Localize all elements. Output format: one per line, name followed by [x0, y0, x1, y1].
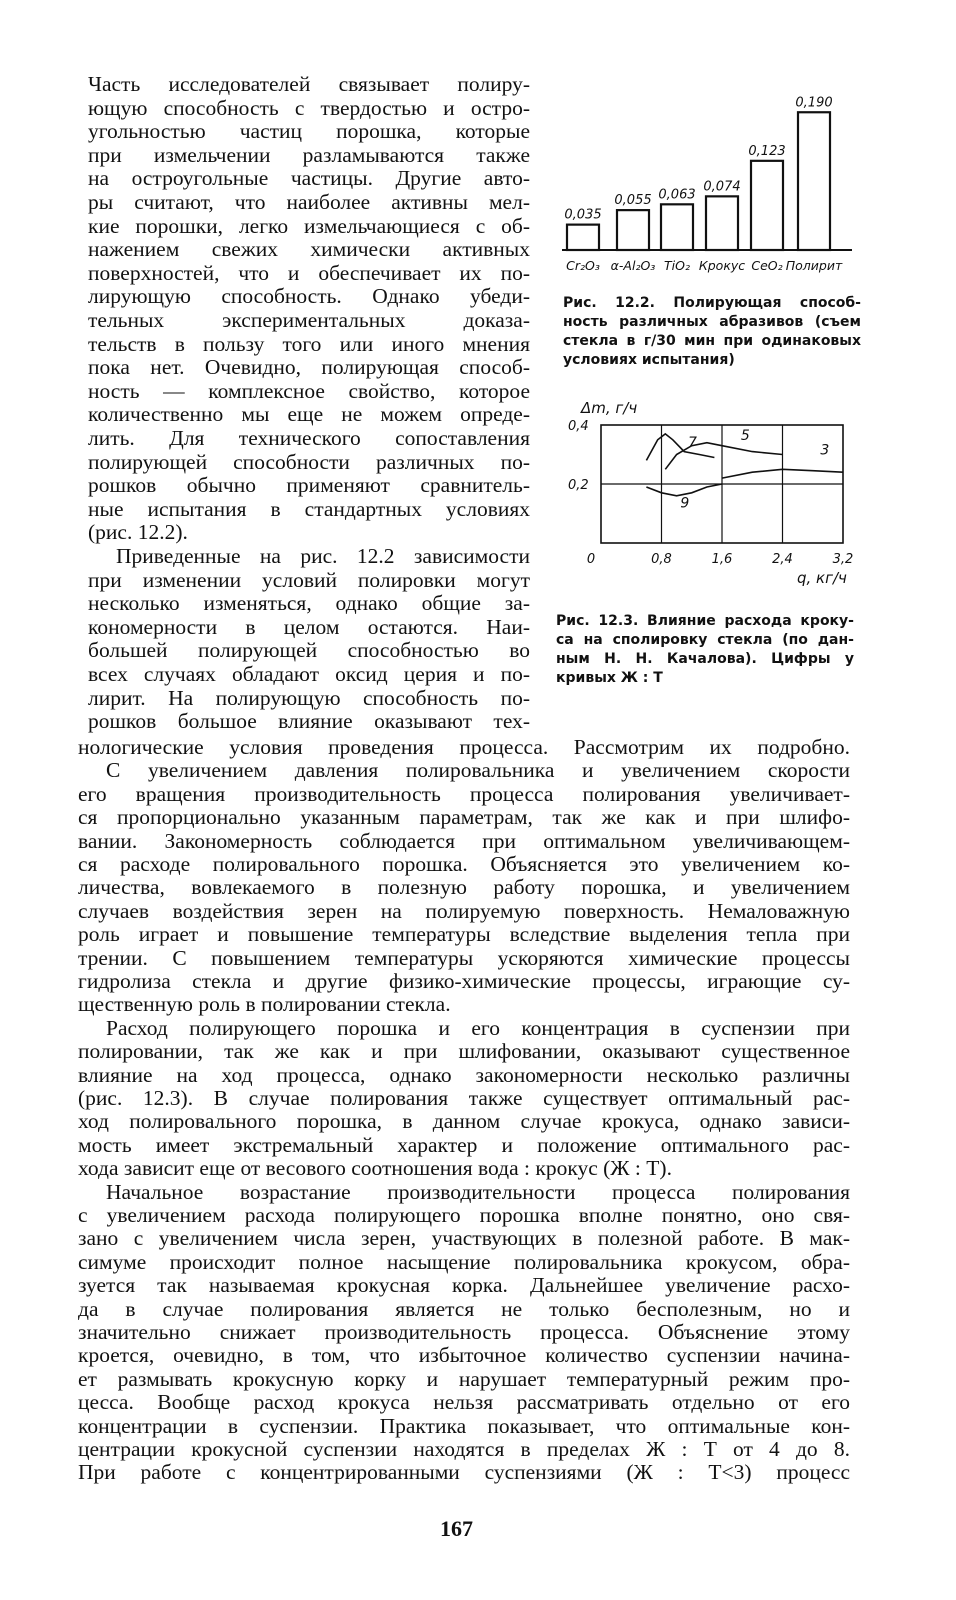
category-label: α-Al₂O₃ [610, 258, 656, 273]
bar-value-label: 0,190 [795, 95, 833, 111]
text-line: роль играет и повышение температуры вследствие выделения тепла при [78, 922, 850, 947]
bar-value-label: 0,123 [748, 143, 786, 159]
text-line: лирующую способность. Однако убеди- [88, 284, 530, 309]
bar [567, 225, 599, 250]
x-tick-label: 3,2 [832, 552, 854, 567]
text-line: нажением свежих химически активных [88, 237, 530, 262]
text-line: большей полирующей способностью во [88, 638, 530, 663]
text-line: нологические условия проведения процесса. Рассмотрим их подробно. [78, 735, 850, 759]
bar [706, 196, 738, 250]
bar [798, 112, 830, 250]
text-line: да в случае полирования является не только бесполезным, но и [78, 1296, 850, 1321]
bar-value-label: 0,055 [614, 193, 652, 209]
text-line: Начальное возрастание производительности процесса полирования [106, 1179, 850, 1204]
text-line: случаев воздействия зерен на полируемую поверхность. Немаловажную [78, 898, 850, 923]
bar-value-label: 0,063 [658, 187, 696, 203]
caption-line: стекла в г/30 мин при одинаковых [563, 333, 861, 349]
category-label: Cr₂O₃ [566, 258, 600, 273]
bar [661, 204, 693, 250]
category-label: CeO₂ [751, 258, 783, 273]
text-line: симуме происходит полное насыщение полировальника крокусом, обра- [78, 1249, 850, 1274]
text-line: на остроугольные частицы. Другие авто- [88, 166, 530, 191]
text-line: с увеличением расхода полирующего порошка вполне понятно, оно свя- [78, 1203, 850, 1227]
caption-line: кривых Ж : Т [556, 670, 663, 686]
series-label: 9 [680, 495, 690, 512]
text-line: полировании, так же как и при шлифовании, оказывают существенное [78, 1039, 850, 1064]
text-line: влияние на ход процесса, однако закономерности несколько различны [78, 1062, 850, 1087]
series-line [646, 484, 722, 496]
text-line: хода зависит еще от весового соотношения вода : крокус (Ж : Т). [78, 1156, 672, 1181]
series-label: 3 [820, 442, 830, 459]
caption-line: Рис. 12.3. Влияние расхода кроку- [556, 613, 854, 629]
series-line [646, 434, 714, 461]
text-line: гидролиза стекла и другие физико-химические процессы, играющие су- [78, 969, 850, 993]
text-line: лирит. На полирующую способность по- [88, 685, 530, 710]
bar [751, 161, 783, 250]
text-line: щественную роль в полировании стекла. [78, 992, 451, 1017]
text-line: значительно снижает производительность процесса. Объяснение этому [78, 1320, 850, 1344]
text-line: кроется, очевидно, в том, что избыточное количество суспензии начина- [78, 1343, 850, 1368]
text-line: рошков обычно применяют сравнитель- [88, 473, 530, 498]
text-line: кономерности в целом остаются. Наи- [88, 614, 530, 639]
category-label: Полирит [785, 258, 843, 273]
bar-value-label: 0,074 [703, 179, 741, 195]
text-line: (рис. 12.2). [88, 520, 188, 545]
text-line: кие порошки, легко измельчающиеся с об- [88, 213, 530, 238]
text-line: лить. Для технического сопоставления [88, 426, 530, 450]
series-label: 5 [740, 427, 750, 444]
bar-value-label: 0,035 [564, 207, 602, 223]
x-tick-label: 2,4 [772, 552, 793, 567]
text-line: Часть исследователей связывает полиру- [88, 72, 530, 96]
caption-line: условиях испытания) [563, 352, 735, 368]
text-line: ет размывать крокусную корку и нарушает температурный режим про- [78, 1366, 850, 1391]
x-axis-label: q, кг/ч [797, 569, 847, 587]
text-line: ход полировального порошка, в данном случае крокуса, однако зависи- [78, 1109, 850, 1134]
x-tick-label: 0 [586, 552, 596, 567]
text-line: зано с увеличением числа зерен, участвующих в полезной работе. В мак- [78, 1226, 850, 1251]
text-line: при изменении условий полировки могут [88, 567, 530, 592]
text-line: Расход полирующего порошка и его концентрация в суспензии при [106, 1015, 850, 1040]
text-line: пока нет. Очевидно, полирующая способ- [88, 355, 530, 380]
y-tick-label: 0,4 [568, 419, 589, 434]
category-label: TiO₂ [664, 258, 690, 273]
text-line: ся пропорционально указанным параметрам, так же как и при шлифо- [78, 805, 850, 830]
y-tick-label: 0,2 [568, 478, 589, 493]
text-line: тельств в пользу того или иного мнения [88, 331, 530, 356]
figure-12-3-line-chart [565, 385, 865, 615]
text-line: При работе с концентрированными суспензиями (Ж : Т<3) процесс [78, 1460, 850, 1485]
text-line: трении. С повышением температуры ускоряются химические процессы [78, 945, 850, 970]
caption-line: ность различных абразивов (съем [563, 314, 861, 330]
text-line: ность — комплексное свойство, которое [88, 378, 530, 403]
bar [617, 210, 649, 250]
text-line: его вращения производительность процесса полирования увеличивает- [78, 781, 850, 806]
text-line: С увеличением давления полировальника и увеличением скорости [106, 758, 850, 783]
text-line: поверхностей, что и обеспечивает их по- [88, 260, 530, 285]
text-line: ры считают, что наиболее активны мел- [88, 190, 530, 214]
page-number: 167 [440, 1516, 473, 1541]
text-line: полирующей способности различных по- [88, 449, 530, 474]
y-axis-label: Δm, г/ч [581, 399, 638, 417]
series-label: 7 [687, 435, 697, 452]
text-line: рошков большое влияние оказывают тех- [88, 709, 530, 734]
text-line: ся расходе полировального порошка. Объясняется это увеличением ко- [78, 852, 850, 876]
category-label: Крокус [698, 258, 746, 273]
text-line: ющую способность с твердостью и остро- [88, 95, 530, 120]
text-line: зуется так называемая крокусная корка. Дальнейшее увеличение расхо- [78, 1273, 850, 1298]
text-line: Приведенные на рис. 12.2 зависимости [116, 544, 530, 568]
text-line: вании. Закономерность соблюдается при оптимальном увеличивающем- [78, 828, 850, 853]
text-line: при измельчении разламываются также [88, 142, 530, 167]
series-line [665, 443, 782, 470]
text-line: концентрации в суспензии. Практика показывает, что оптимальные кон- [78, 1413, 850, 1438]
text-line: тельных экспериментальных доказа- [88, 308, 530, 332]
caption-line: ным Н. Н. Качалова). Цифры у [556, 651, 854, 667]
text-line: цесса. Вообще расход крокуса нельзя рассматривать отдельно от его [78, 1390, 850, 1415]
text-line: ные испытания в стандартных условиях [88, 496, 530, 521]
x-tick-label: 0,8 [651, 552, 672, 567]
x-tick-label: 1,6 [711, 552, 733, 567]
figure-12-2-bar-chart [560, 80, 860, 280]
caption-line: са на сполировку стекла (по дан- [556, 632, 854, 648]
text-line: личества, вовлекаемого в полезную работу порошка, и увеличением [78, 875, 850, 900]
text-line: количественно мы еще не можем опреде- [88, 402, 530, 427]
text-line: всех случаях обладают оксид церия и по- [88, 662, 530, 686]
text-line: мость имеет экстремальный характер и положение оптимального рас- [78, 1132, 850, 1157]
text-line: несколько изменяться, однако общие за- [88, 591, 530, 616]
text-line: центрации крокусной суспензии находятся в пределах Ж : Т от 4 до 8. [78, 1437, 850, 1461]
text-line: (рис. 12.3). В случае полирования также существует оптимальный рас- [78, 1086, 850, 1110]
caption-line: Рис. 12.2. Полирующая способ- [563, 295, 861, 311]
text-line: угольностью частиц порошка, которые [88, 119, 530, 144]
